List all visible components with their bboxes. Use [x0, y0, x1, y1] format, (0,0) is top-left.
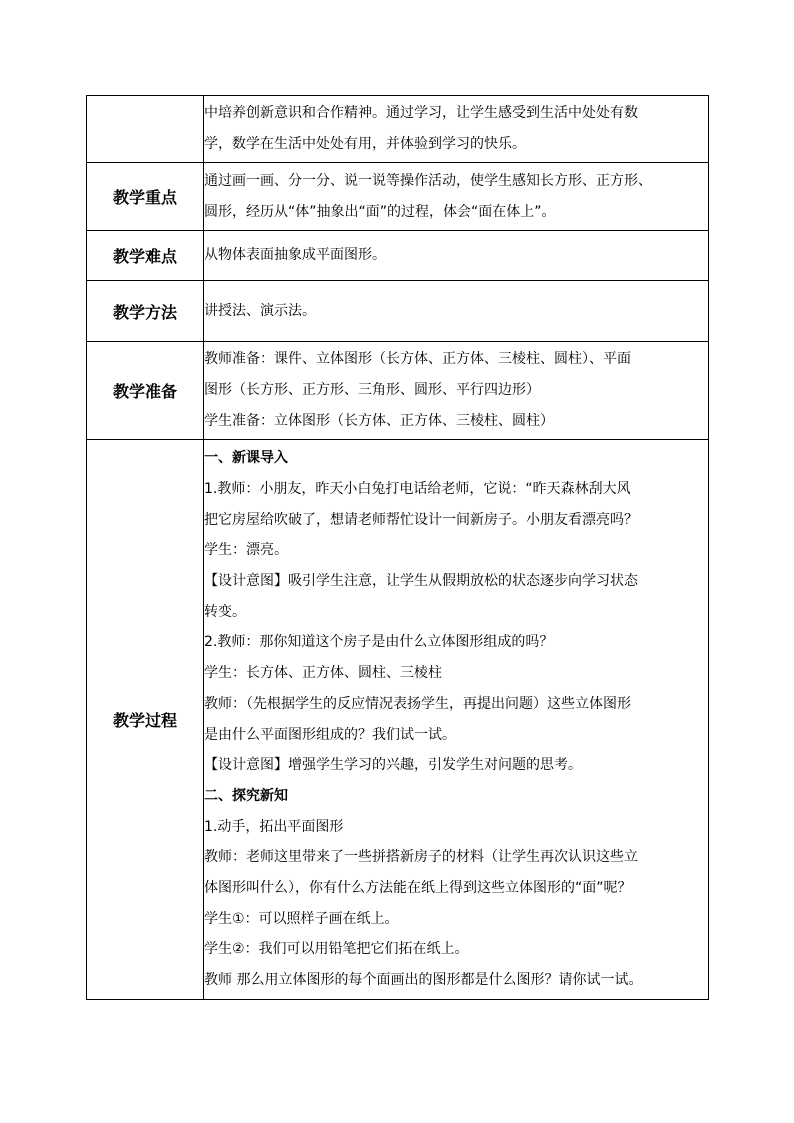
- lesson-plan-table: [86, 95, 709, 1000]
- row-content: [204, 231, 709, 281]
- content-line: 1.动手，拓出平面图形: [204, 818, 344, 835]
- content-line: 教师准备：课件、立体图形（长方体、正方体、三棱柱、圆柱）、平面: [204, 351, 631, 367]
- row-label: 教学准备: [87, 342, 204, 440]
- content-line: 1.教师：小朋友，昨天小白兔打电话给老师，它说：“昨天森林刮大风: [204, 480, 631, 497]
- content-line: 学，数学在生活中处处有用，并体验到学习的快乐。: [204, 136, 526, 152]
- content-line: 圆形，经历从“体”抽象出“面”的过程，体会“面在体上”。: [204, 203, 556, 220]
- content-line: 【设计意图】吸引学生注意，让学生从假期放松的状态逐步向学习状态: [204, 572, 638, 589]
- row-content: [204, 342, 709, 440]
- table-row-preparation: [87, 342, 709, 440]
- content-line: 【设计意图】增强学生学习的兴趣，引发学生对问题的思考。: [204, 757, 582, 774]
- content-line: 学生准备：立体图形（长方体、正方体、三棱柱、圆柱）: [204, 413, 554, 429]
- content-line: 教师 那么用立体图形的每个面画出的图形都是什么图形？请你试一试。: [204, 972, 643, 989]
- table-row-process: [87, 440, 709, 1000]
- content-line: 教师：（先根据学生的反应情况表扬学生，再提出问题）这些立体图形: [204, 695, 631, 712]
- content-line: 2.教师：那你知道这个房子是由什么立体图形组成的吗？: [204, 634, 554, 651]
- row-label: 教学过程: [87, 440, 204, 1000]
- row-label: 教学难点: [87, 231, 204, 281]
- row-content: [204, 281, 709, 342]
- content-line: 把它房屋给吹破了，想请老师帮忙设计一间新房子。小朋友看漂亮吗？: [204, 511, 638, 528]
- section-heading: 二、探究新知: [204, 787, 288, 804]
- table-row-key-points: [87, 163, 709, 231]
- content-line: 中培养创新意识和合作精神。通过学习，让学生感受到生活中处处有数: [204, 105, 638, 121]
- row-content: [204, 440, 709, 1000]
- content-line: 学生：漂亮。: [204, 542, 288, 559]
- content-line: 学生：长方体、正方体、圆柱、三棱柱: [204, 665, 442, 682]
- content-line: 是由什么平面图形组成的？我们试一试。: [204, 726, 456, 743]
- content-line: 学生②：我们可以用铅笔把它们拓在纸上。: [204, 941, 469, 958]
- row-label: [87, 96, 204, 163]
- row-content: [204, 96, 709, 163]
- content-line: 讲授法、演示法。: [204, 302, 316, 319]
- content-line: 学生①：可以照样子画在纸上。: [204, 910, 399, 927]
- content-line: 从物体表面抽象成平面图形。: [204, 247, 386, 263]
- table-row-methods: [87, 281, 709, 342]
- content-line: 通过画一画、分一分、说一说等操作活动，使学生感知长方形、正方形、: [204, 172, 652, 189]
- row-content: [204, 163, 709, 231]
- row-label: 教学方法: [87, 281, 204, 342]
- row-label: 教学重点: [87, 163, 204, 231]
- content-line: 图形（长方形、正方形、三角形、圆形、平行四边形）: [204, 382, 540, 398]
- content-line: 转变。: [204, 603, 246, 620]
- table-row-difficulties: [87, 231, 709, 281]
- table-row-continuation: [87, 96, 709, 163]
- content-line: 体图形叫什么），你有什么方法能在纸上得到这些立体图形的“面”呢？: [204, 880, 632, 897]
- section-heading: 一、新课导入: [204, 450, 288, 467]
- content-line: 教师：老师这里带来了一些拼搭新房子的材料（让学生再次认识这些立: [204, 849, 638, 866]
